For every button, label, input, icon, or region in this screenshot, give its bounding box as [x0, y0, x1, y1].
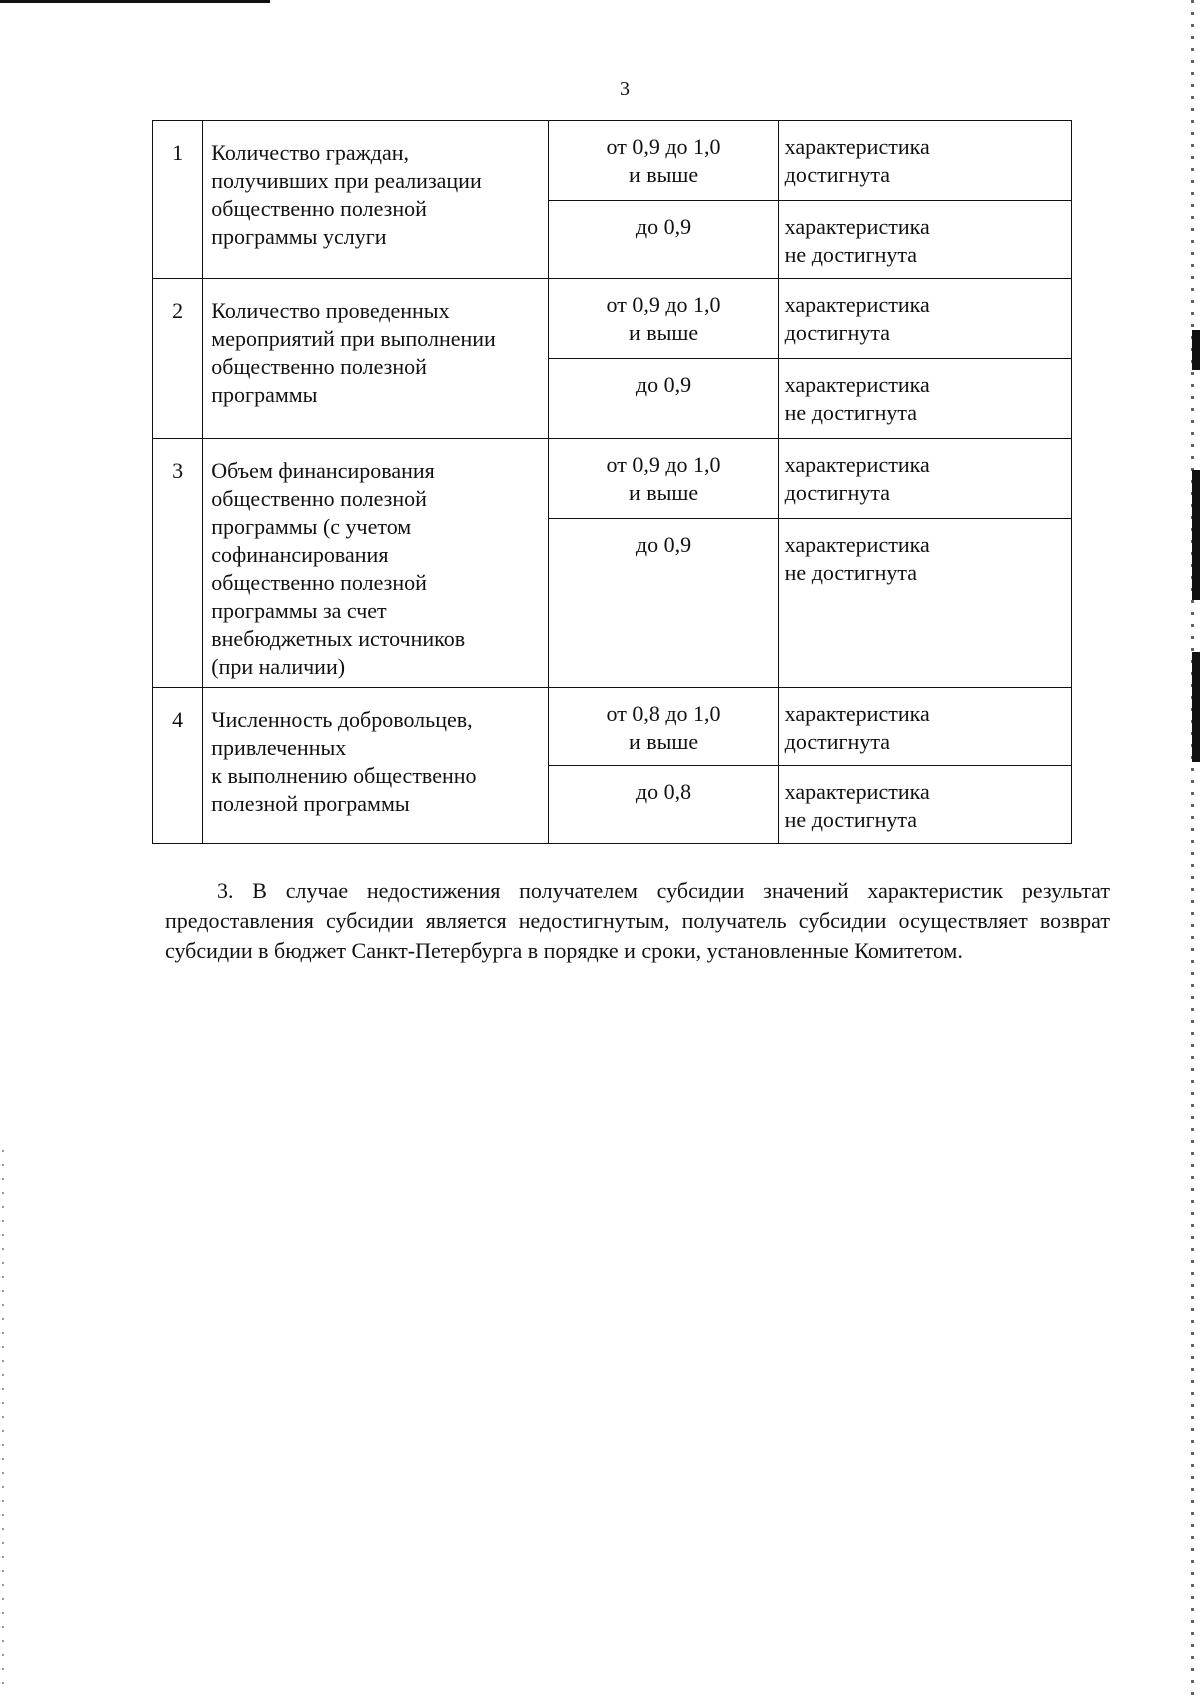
- threshold-range: от 0,9 до 1,0 и выше: [549, 121, 778, 201]
- scan-artifact-mark: [1192, 652, 1200, 762]
- threshold-status: характеристика достигнута: [778, 279, 1071, 359]
- results-table: [152, 120, 1072, 844]
- scan-artifact-mark: [1192, 470, 1200, 600]
- threshold-range: от 0,8 до 1,0 и выше: [549, 688, 778, 766]
- scan-artifact-left-edge: [2, 1150, 4, 1690]
- row-number: 4: [153, 688, 203, 844]
- table-row: [153, 121, 1072, 201]
- threshold-status: характеристика достигнута: [778, 439, 1071, 519]
- body-paragraph: 3. В случае недостижения получателем субсидии значений характеристик результат предоставления субсидии является недостигнутым, получатель субсидии осуществляет возврат субсидии в бюджет Санкт-Петербурга в порядке и сроки, установленные Комитетом.: [165, 878, 1110, 963]
- threshold-status: характеристика не достигнута: [778, 519, 1071, 688]
- table-row: [153, 439, 1072, 519]
- table-row: [153, 688, 1072, 766]
- threshold-status: характеристика достигнута: [778, 688, 1071, 766]
- threshold-range: от 0,9 до 1,0 и выше: [549, 439, 778, 519]
- threshold-range: от 0,9 до 1,0 и выше: [549, 279, 778, 359]
- threshold-range: до 0,9: [549, 359, 778, 439]
- threshold-status: характеристика не достигнута: [778, 359, 1071, 439]
- threshold-range: до 0,9: [549, 519, 778, 688]
- scan-artifact-mark: [1192, 330, 1200, 370]
- row-number: 3: [153, 439, 203, 688]
- indicator-name: Численность добровольцев, привлеченных к выполнению общественно полезной программы: [203, 688, 549, 844]
- threshold-status: характеристика не достигнута: [778, 766, 1071, 844]
- threshold-status: характеристика достигнута: [778, 121, 1071, 201]
- row-number: 1: [153, 121, 203, 279]
- indicator-name: Количество граждан, получивших при реализации общественно полезной программы услуги: [203, 121, 549, 279]
- indicator-name: Объем финансирования общественно полезной программы (с учетом софинансирования общественно полезной программы за счет внебюджетных источников (при наличии): [203, 439, 549, 688]
- threshold-status: характеристика не достигнута: [778, 201, 1071, 279]
- threshold-range: до 0,9: [549, 201, 778, 279]
- table-row: [153, 279, 1072, 359]
- threshold-range: до 0,8: [549, 766, 778, 844]
- indicator-name: Количество проведенных мероприятий при выполнении общественно полезной программы: [203, 279, 549, 439]
- page-number: 3: [620, 78, 630, 100]
- row-number: 2: [153, 279, 203, 439]
- scan-artifact-right-edge: [1191, 0, 1194, 1696]
- scan-artifact-top: [0, 0, 270, 3]
